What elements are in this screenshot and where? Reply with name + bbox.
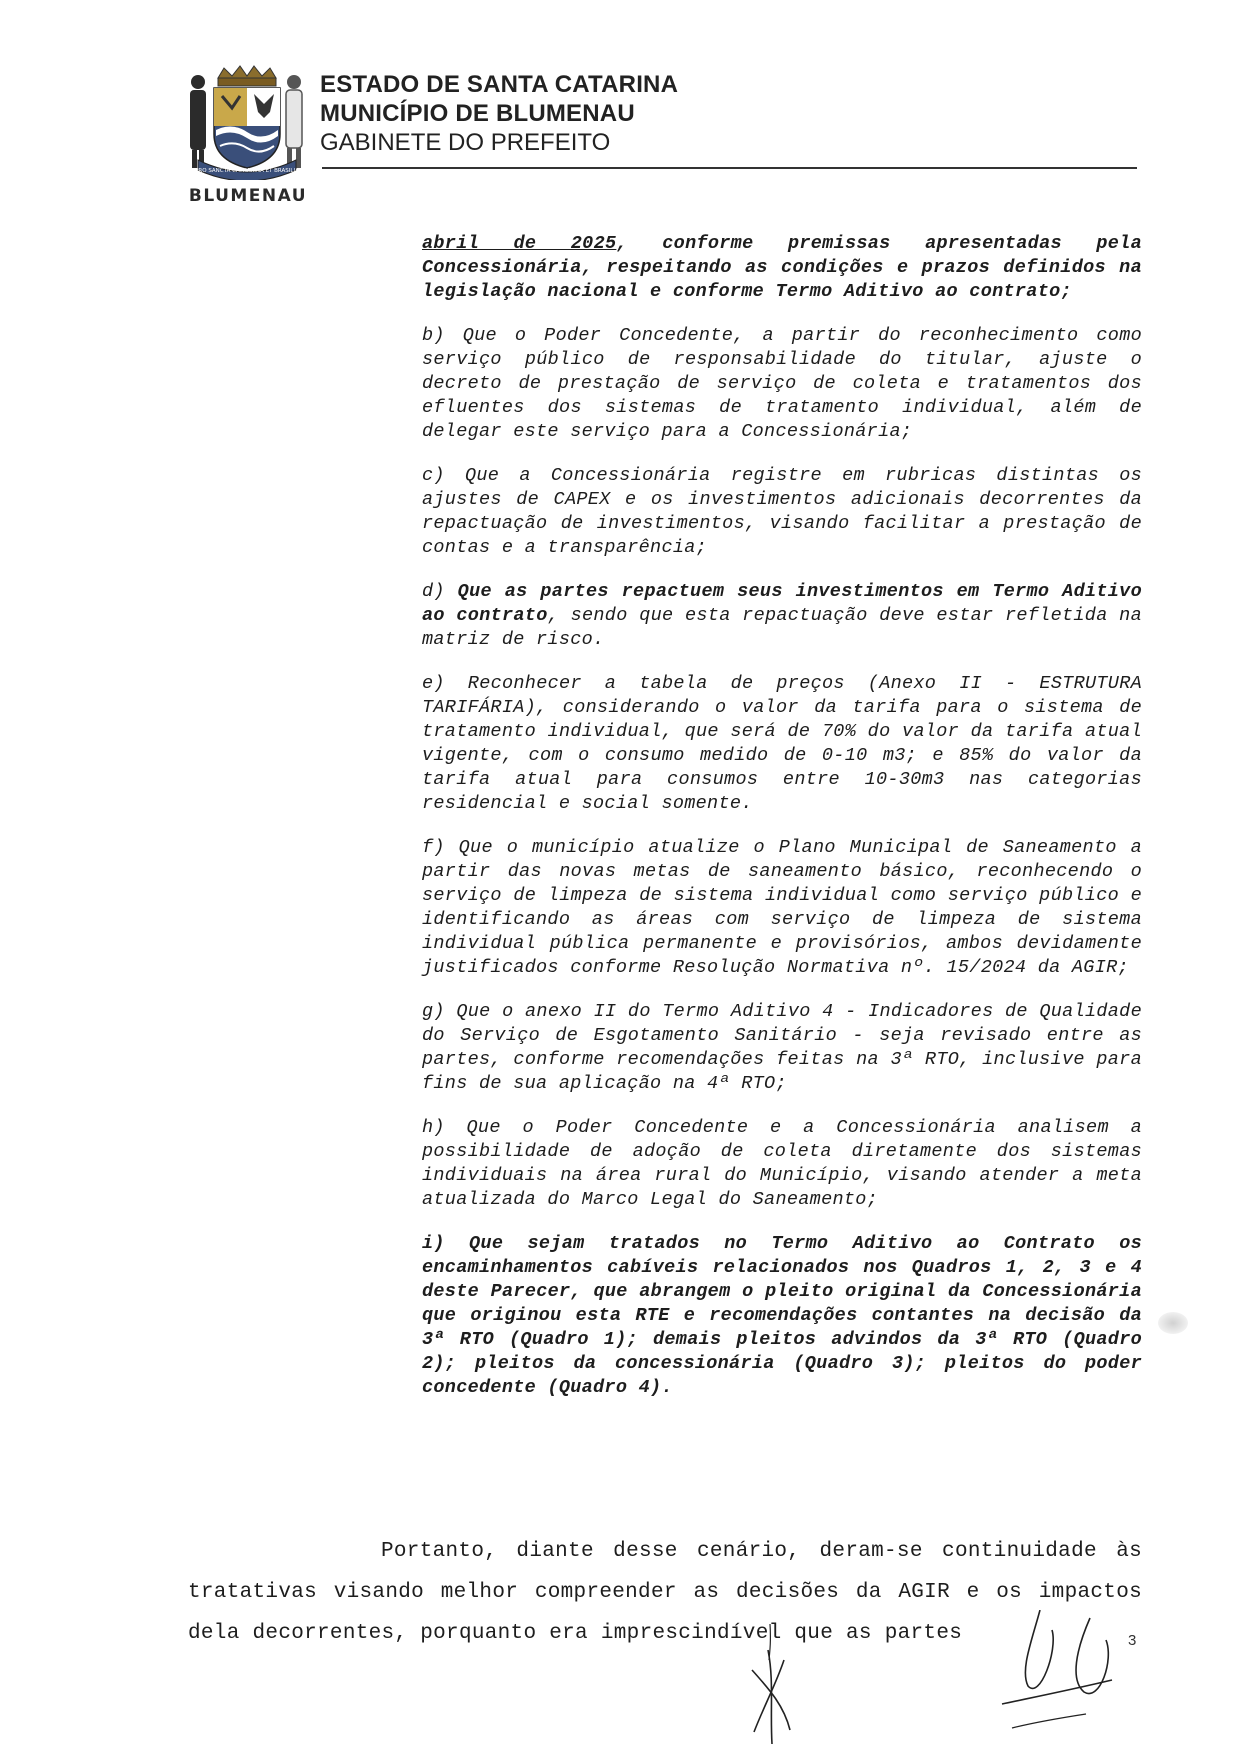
municipality-name: MUNICÍPIO DE BLUMENAU [320, 100, 635, 127]
state-name: ESTADO DE SANTA CATARINA [320, 71, 679, 98]
item-a-text: , conforme premissas apresentadas pela Concessionária, respeitando as condições e prazos definidos na legislação nacional e conforme Termo Aditivo ao contrato; [422, 233, 1142, 302]
item-b: b) Que o Poder Concedente, a partir do reconhecimento como serviço público de responsabilidade do titular, ajuste o decreto de prestação de serviço de coleta e tratamentos dos efluentes dos sistemas de tratamento individual, além de delegar este serviço para a Concessionária; [422, 325, 1142, 442]
item-i: i) Que sejam tratados no Termo Aditivo ao Contrato os encaminhamentos cabíveis relacionados nos Quadros 1, 2, 3 e 4 deste Parecer, que abrangem o pleito original da Concessionária que originou esta RTE e recomendações contantes na decisão da 3ª RTO (Quadro 1); demais pleitos advindos da 3ª RTO (Quadro 2); pleitos da concessionária (Quadro 3); pleitos do poder concedente (Quadro 4). [422, 1233, 1142, 1398]
recommendation-list [422, 232, 1142, 1420]
item-d-rest: , sendo que esta repactuação deve estar refletida na matriz de risco. [422, 605, 1142, 650]
office-name: GABINETE DO PREFEITO [320, 129, 611, 156]
item-c: c) Que a Concessionária registre em rubricas distintas os ajustes de CAPEX e os investimentos adicionais decorrentes da repactuação de investimentos, visando facilitar a prestação de contas e a transparência; [422, 465, 1142, 558]
item-d-bold: Que as partes repactuem seus investimentos em Termo Aditivo ao contrato [422, 581, 1142, 626]
item-d [422, 580, 1142, 652]
item-a-date: abril de 2025 [422, 233, 617, 254]
item-h: h) Que o Poder Concedente e a Concessionária analisem a possibilidade de adoção de coleta diretamente dos sistemas individuais na área rural do Município, visando atender a meta atualizada do Marco Legal do Saneamento; [422, 1117, 1142, 1210]
header-divider [322, 167, 1137, 169]
scan-smudge [1158, 1312, 1188, 1334]
item-g: g) Que o anexo II do Termo Aditivo 4 - Indicadores de Qualidade do Serviço de Esgotamento Sanitário - seja revisado entre as partes, conforme recomendações feitas na 3ª RTO, inclusive para fins de sua aplicação na 4ª RTO; [422, 1001, 1142, 1094]
signature-icon [740, 1610, 1160, 1750]
item-e: e) Reconhecer a tabela de preços (Anexo II - ESTRUTURA TARIFÁRIA), considerando o valor da tarifa para o sistema de tratamento individual, que será de 70% do valor da tarifa atual vigente, com o consumo medido de 0-10 m3; e 85% do valor da tarifa atual para consumos entre 10-30m3 nas categorias residencial e social somente. [422, 673, 1142, 814]
crest-motto: PRO SANCTA CATHARINA ET BRASILIA [195, 168, 299, 174]
item-d-prefix: d) [422, 581, 458, 602]
closing-paragraph: Portanto, diante desse cenário, deram-se continuidade às tratativas visando melhor compreender as decisões da AGIR e os impactos dela decorrentes, porquanto era imprescindível que as partes [188, 1540, 1142, 1645]
page-number: 3 [1128, 1632, 1137, 1649]
city-caption: BLUMENAU [188, 186, 308, 206]
item-f: f) Que o município atualize o Plano Municipal de Saneamento a partir das novas metas de saneamento básico, reconhecendo o serviço de limpeza de sistema individual como serviço público e identificando as áreas com serviço de limpeza de sistema individual pública permanente e provisórios, ambos devidamente justificados conforme Resolução Normativa nº. 15/2024 da AGIR; [422, 837, 1142, 978]
letterhead [320, 70, 678, 157]
item-a [422, 232, 1142, 304]
coat-of-arms-icon [184, 64, 310, 180]
